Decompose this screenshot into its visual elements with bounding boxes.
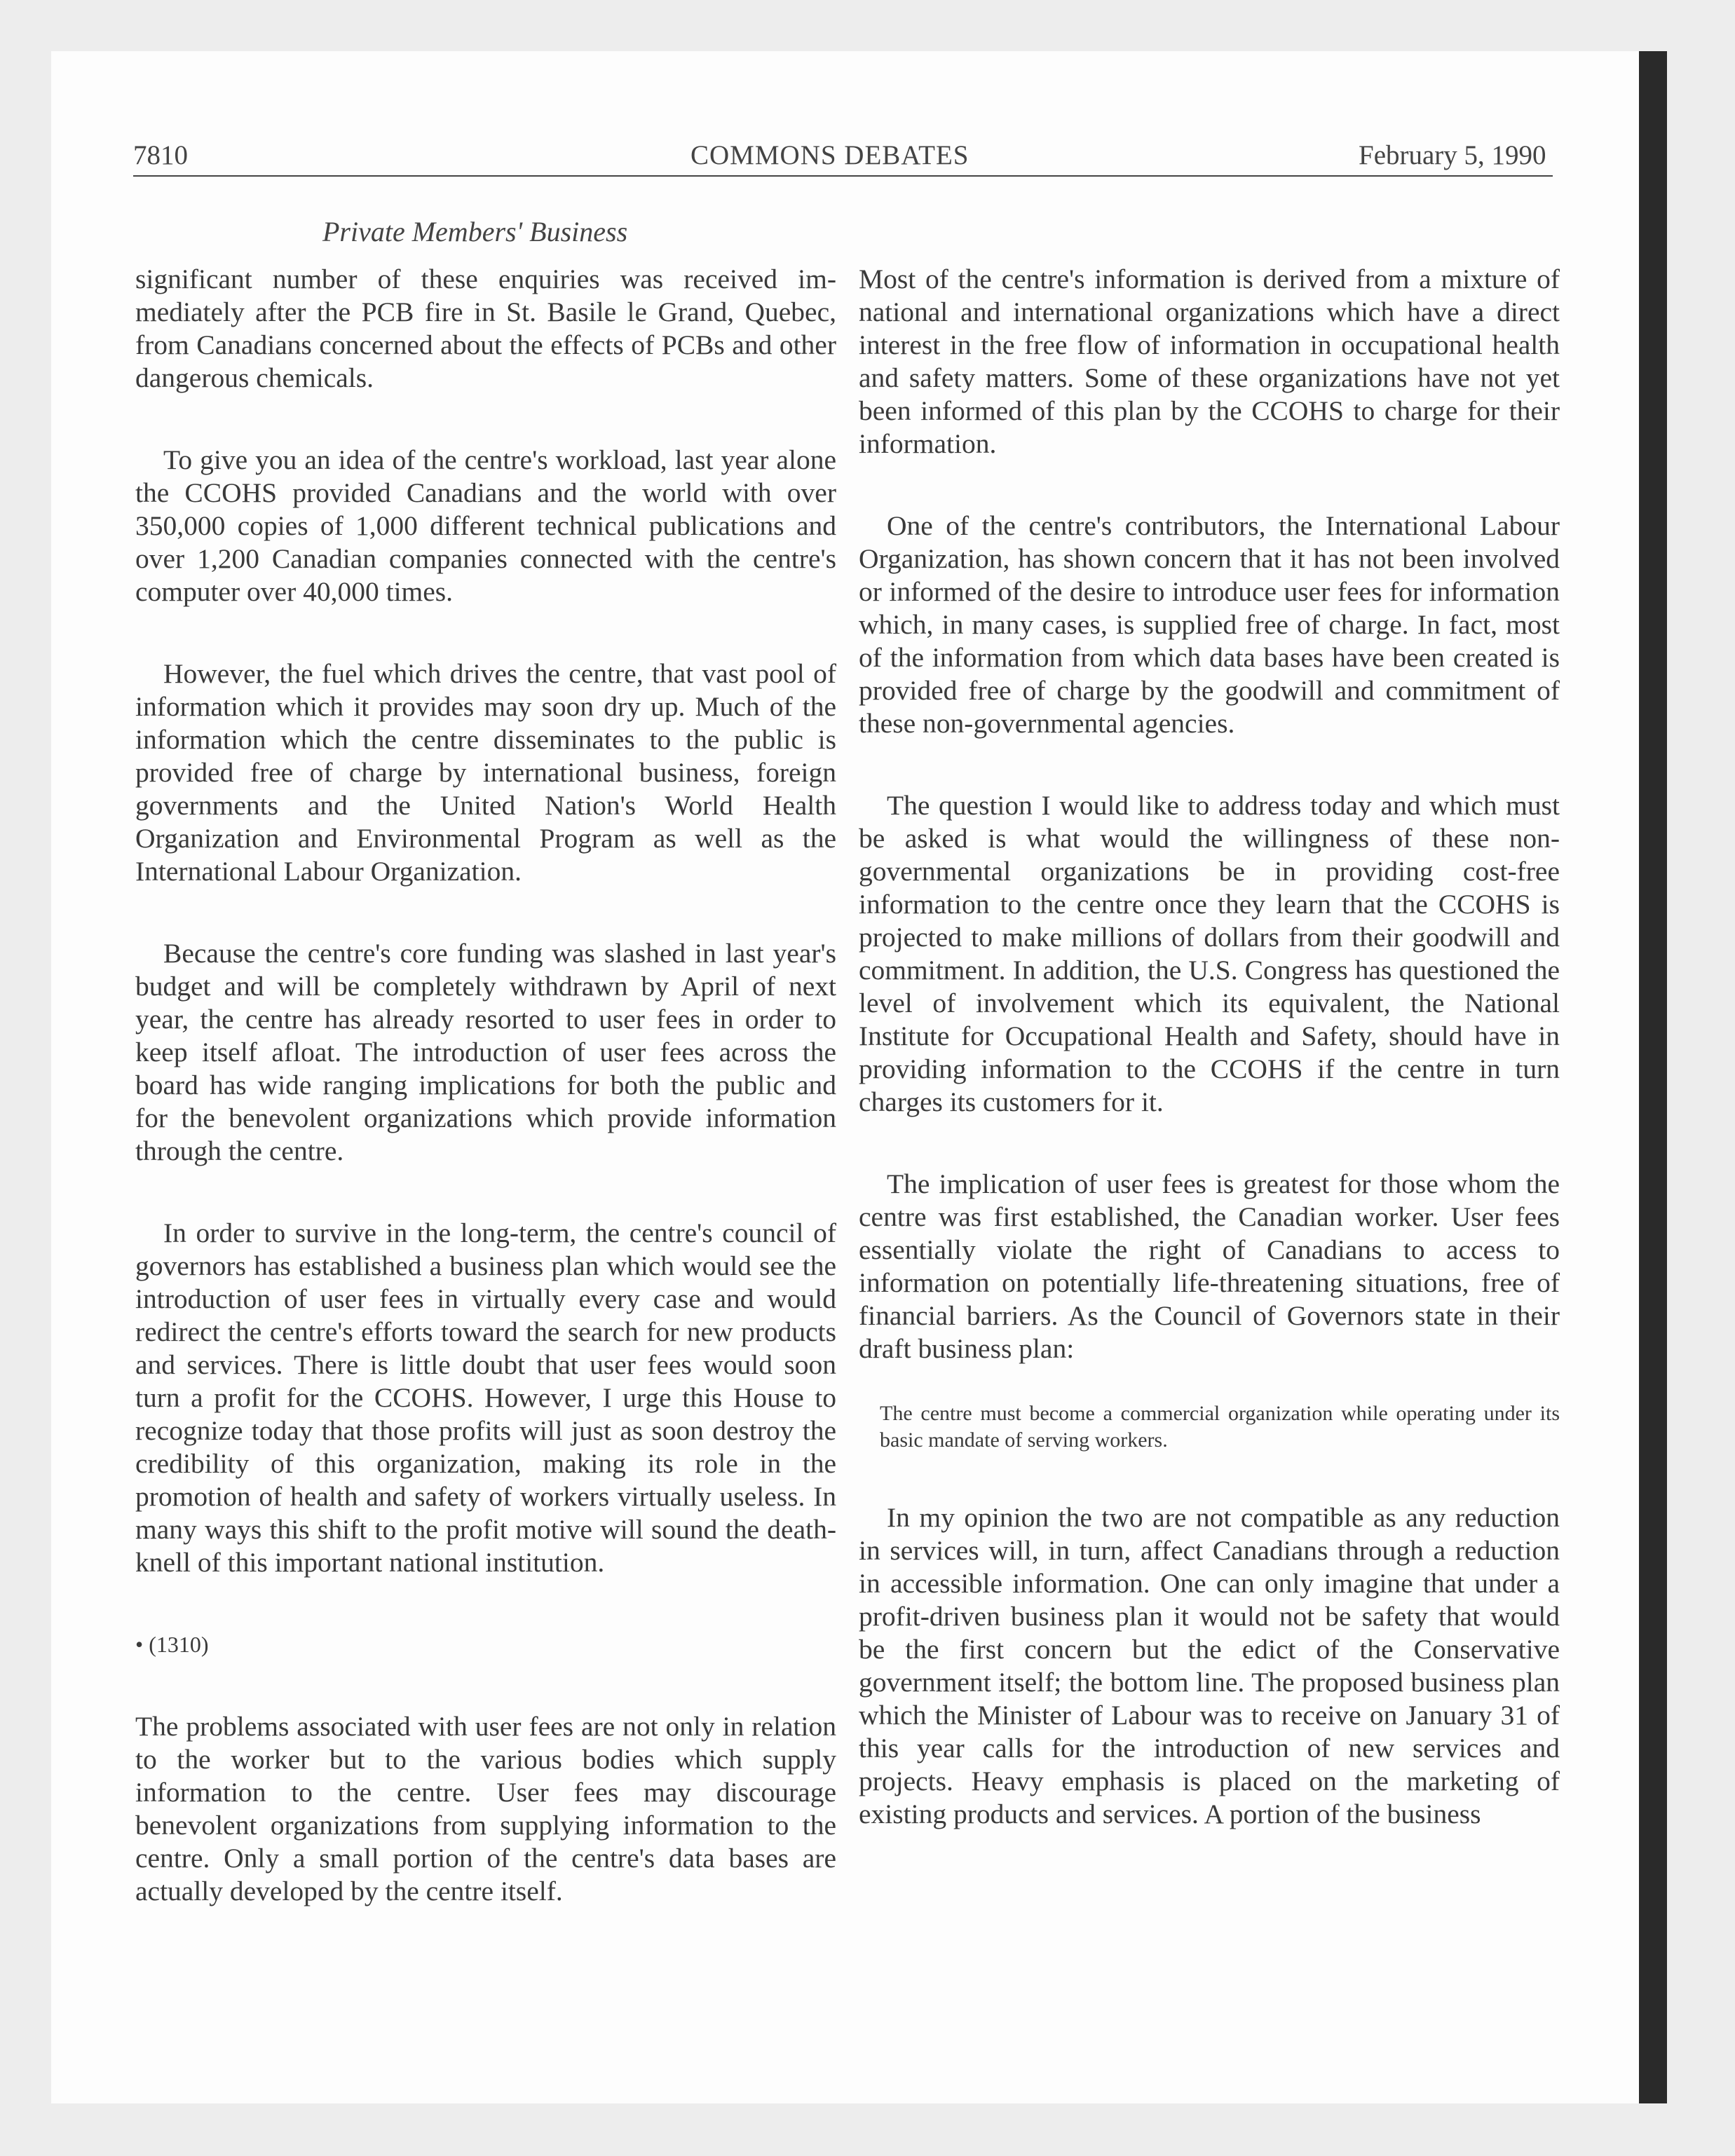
paragraph: Most of the centre's information is derived from a mixture of national and international organizations which have a direct interest in the free flow of information in occupational health and safety matters. Some of these organizations have not yet been informed of this plan by the CCOHS to charge for their information.	[859, 264, 1560, 459]
paragraph: However, the fuel which drives the centre, that vast pool of information which it provides may soon dry up. Much of the information which the centre disseminates to the public is provided free of charge by international business, foreign governments and the United Nation's World Health Organization and Environmental Program as well as the International Labour Organization.	[135, 658, 836, 887]
paragraph: In order to survive in the long-term, the centre's council of governors has established a business plan which would see the introduction of user fees in virtually every case and would redirect the centre's efforts toward the search for new products and services. There is little doubt that user fees would soon turn a profit for the CCOHS. However, I urge this House to recognize today that those profits will just as soon destroy the credibility of this organization, making its role in the promotion of health and safety of workers virtually useless. In many ways this shift to the profit motive will sound the death-knell of this important national institution.	[135, 1217, 836, 1578]
right-column	[859, 263, 1560, 1880]
header-rule	[133, 175, 1553, 177]
block-quote: The centre must become a commercial organization while operating under its basic mandate of serving workers.	[880, 1402, 1560, 1452]
scan-edge-bar	[1639, 51, 1667, 2103]
section-heading: Private Members' Business	[322, 216, 628, 247]
time-marker: • (1310)	[135, 1632, 209, 1657]
paragraph: In my opinion the two are not compatible as any reduction in services will, in turn, affect Canadians through a reduction in accessible information. One can only imagine that under a profit-driven business plan it would not be safety that would be the first concern but the edict of the Conservative government itself; the bottom line. The proposed business plan which the Minister of Labour was to receive on January 31 of this year calls for the introduction of new services and projects. Heavy emphasis is placed on the marketing of existing products and services. A portion of the business	[859, 1502, 1560, 1829]
paragraph: The question I would like to address today and which must be asked is what would the willingness of these non-governmental organizations be in providing cost-free information to the centre once they learn that the CCOHS is projected to make millions of dollars from their goodwill and commitment. In addition, the U.S. Congress has questioned the level of involvement which its equivalent, the National Institute for Occupational Health and Safety, should have in providing information to the CCOHS if the centre in turn charges its customers for it.	[859, 790, 1560, 1117]
paragraph: The problems associated with user fees are not only in relation to the worker but to the various bodies which supply information to the centre. User fees may discourage benevolent organizations from supplying information to the centre. Only a small portion of the centre's data bases are actually developed by the centre itself.	[135, 1711, 836, 1906]
publication-title: COMMONS DEBATES	[690, 140, 969, 170]
paragraph: Because the centre's core funding was slashed in last year's budget and will be completely withdrawn by April of next year, the centre has already resorted to user fees in order to keep itself afloat. The introduction of user fees across the board has wide ranging implications for both the public and for the benevolent organizations which provide information through the centre.	[135, 938, 836, 1166]
issue-date: February 5, 1990	[1359, 140, 1546, 170]
paragraph: significant number of these enquiries was received immediately after the PCB fire in St. Basile le Grand, Quebec, from Canadians concerned about the effects of PCBs and other dangerous chemicals.	[135, 264, 836, 393]
paragraph: The implication of user fees is greatest for those whom the centre was first established, the Canadian worker. User fees essentially violate the right of Canadians to access to information on potentially life-threatening situations, free of financial barriers. As the Council of Governors state in their draft business plan:	[859, 1168, 1560, 1364]
page-number: 7810	[133, 140, 188, 170]
left-column	[135, 263, 836, 1957]
paragraph: One of the centre's contributors, the International Labour Organization, has shown concern that it has not been involved or informed of the desire to introduce user fees for information which, in many cases, is supplied free of charge. In fact, most of the information from which data bases have been created is provided free of charge by the goodwill and commitment of these non-governmental agencies.	[859, 510, 1560, 739]
paragraph: To give you an idea of the centre's workload, last year alone the CCOHS provided Canadians and the world with over 350,000 copies of 1,000 different technical publications and over 1,200 Canadian companies connected with the centre's computer over 40,000 times.	[135, 444, 836, 607]
